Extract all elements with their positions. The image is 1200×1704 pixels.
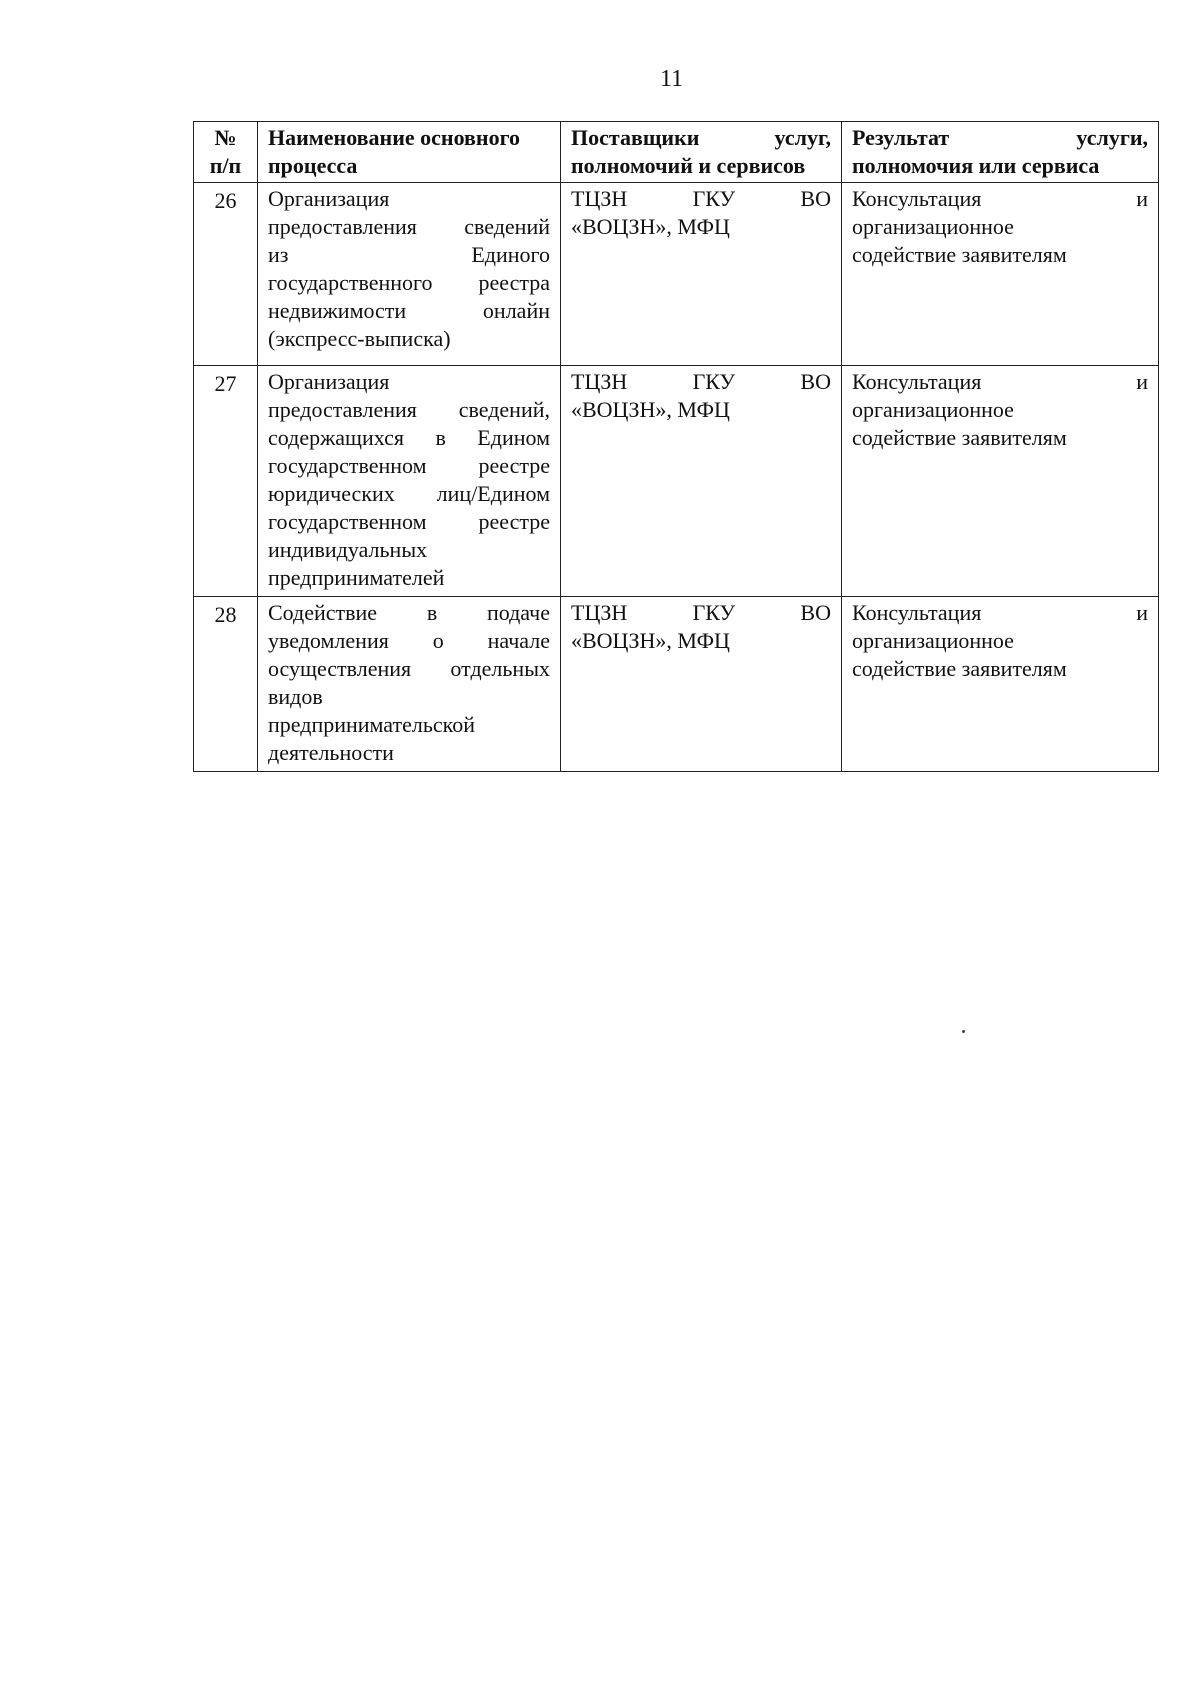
process-name-cell	[258, 183, 561, 366]
cell-line: содержащихся в Едином	[268, 425, 550, 450]
row-number: 28	[194, 597, 258, 772]
cell-line: осуществления отдельных	[268, 656, 550, 681]
header-process-name: Наименование основного процесса	[258, 122, 561, 183]
cell-line: предоставления сведений,	[268, 397, 550, 422]
cell-line: ТЦЗН ГКУ ВО	[571, 186, 831, 211]
cell-line: «ВОЦЗН», МФЦ	[571, 628, 730, 653]
cell-line: организационное	[852, 628, 1014, 653]
header-number: № п/п	[194, 122, 258, 183]
providers-cell	[561, 597, 842, 772]
page-number: 11	[660, 66, 684, 92]
row-number: 27	[194, 366, 258, 597]
cell-line: Организация	[268, 369, 390, 394]
cell-line: ТЦЗН ГКУ ВО	[571, 600, 831, 625]
table-header	[194, 122, 1159, 183]
cell-line: организационное	[852, 214, 1014, 239]
cell-line: Организация	[268, 186, 390, 211]
cell-line: индивидуальных	[268, 537, 428, 562]
cell-line: предпринимательской	[268, 712, 476, 737]
process-name-cell	[258, 597, 561, 772]
cell-line: содействие заявителям	[852, 242, 1067, 267]
cell-line: содействие заявителям	[852, 656, 1067, 681]
table-row	[194, 366, 1159, 597]
cell-line: ТЦЗН ГКУ ВО	[571, 369, 831, 394]
process-name-cell	[258, 366, 561, 597]
table-body	[194, 183, 1159, 772]
services-table	[193, 121, 1159, 772]
cell-line: Консультация и	[852, 369, 1148, 394]
providers-cell	[561, 183, 842, 366]
cell-line: государственном реестре	[268, 509, 550, 534]
cell-line: организационное	[852, 397, 1014, 422]
cell-line: Содействие в подаче	[268, 600, 550, 625]
row-number: 26	[194, 183, 258, 366]
cell-line: (экспресс-выписка)	[268, 326, 451, 351]
cell-line: «ВОЦЗН», МФЦ	[571, 214, 730, 239]
table-row	[194, 183, 1159, 366]
table-row	[194, 597, 1159, 772]
cell-line: предоставления сведений	[268, 214, 550, 239]
providers-cell	[561, 366, 842, 597]
cell-line: уведомления о начале	[268, 628, 550, 653]
result-cell	[842, 183, 1159, 366]
header-result: Результат услуги, полномочия или сервиса	[842, 122, 1159, 183]
cell-line: государственного реестра	[268, 270, 550, 295]
cell-line: государственном реестре	[268, 453, 550, 478]
scan-speck	[962, 1030, 965, 1033]
header-providers: Поставщики услуг, полномочий и сервисов	[561, 122, 842, 183]
result-cell	[842, 597, 1159, 772]
cell-line: предпринимателей	[268, 565, 445, 590]
cell-line: юридических лиц/Едином	[268, 481, 550, 506]
cell-line: «ВОЦЗН», МФЦ	[571, 397, 730, 422]
cell-line: из Единого	[268, 242, 550, 267]
cell-line: Консультация и	[852, 600, 1148, 625]
cell-line: содействие заявителям	[852, 425, 1067, 450]
result-cell	[842, 366, 1159, 597]
cell-line: видов	[268, 684, 323, 709]
cell-line: Консультация и	[852, 186, 1148, 211]
cell-line: недвижимости онлайн	[268, 298, 550, 323]
cell-line: деятельности	[268, 740, 394, 765]
